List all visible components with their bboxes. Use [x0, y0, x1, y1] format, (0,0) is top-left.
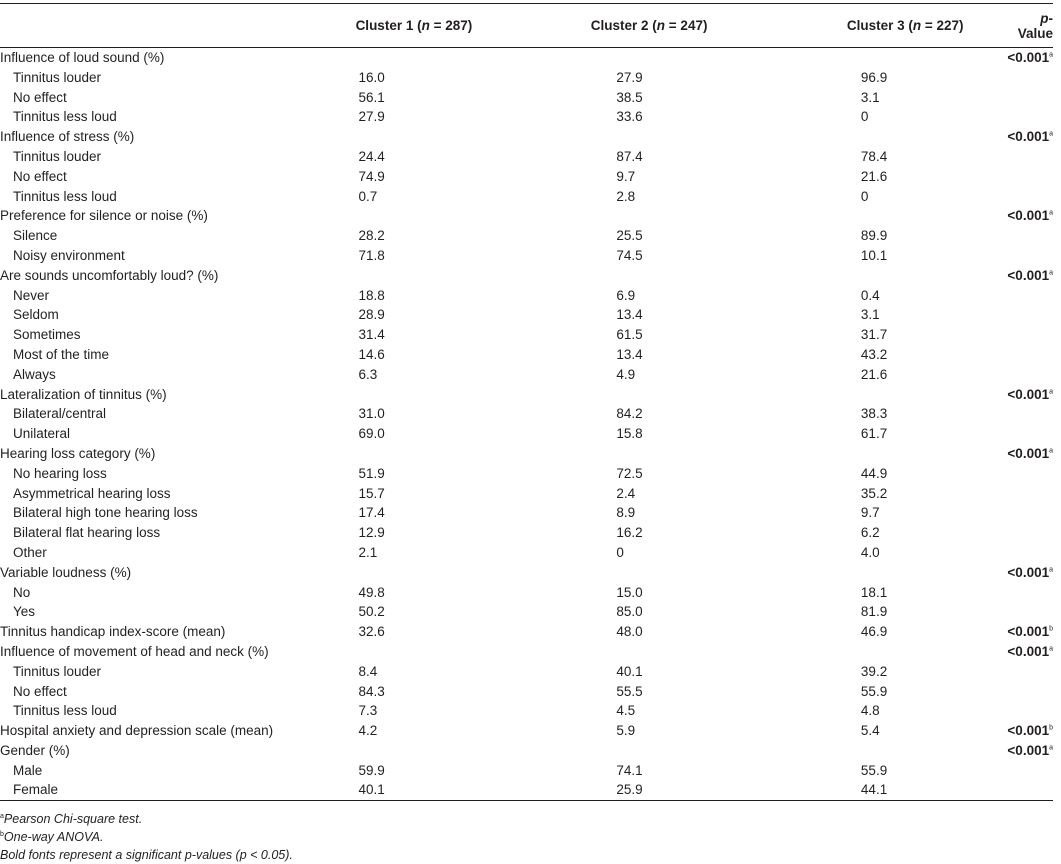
table-row	[0, 721, 1053, 741]
row-sublabel: Asymmetrical hearing loss	[13, 485, 171, 501]
p-value-cell	[1007, 385, 1053, 405]
row-sublabel: No	[13, 584, 31, 600]
header-variable	[0, 4, 333, 48]
row-sublabel: Tinnitus less loud	[13, 703, 117, 719]
p-value-cell	[1007, 741, 1053, 761]
cluster-2-value	[495, 266, 803, 286]
p-value-cell	[1007, 484, 1053, 504]
cluster-1-value: 50.2	[358, 604, 385, 620]
cluster-1-value	[333, 206, 496, 226]
cluster-2-value	[495, 48, 803, 68]
cluster-1-value: 28.2	[358, 228, 385, 244]
row-sublabel: Silence	[13, 228, 58, 244]
cluster-1-value: 6.3	[358, 366, 378, 382]
table-row	[0, 503, 1053, 523]
cluster-3-value: 10.1	[860, 247, 888, 263]
p-value-cell	[1007, 88, 1053, 108]
cluster-1-value: 59.9	[358, 762, 385, 778]
row-sublabel: Other	[13, 544, 47, 560]
cluster-3-value: 39.2	[860, 663, 888, 679]
p-value-cell	[1007, 424, 1053, 444]
table-row	[0, 464, 1053, 484]
cluster-2-value: 25.9	[495, 780, 803, 800]
p-value-cell	[1007, 286, 1053, 306]
table-row	[0, 365, 1053, 385]
table-row	[0, 246, 1053, 266]
cluster-1-value: 15.7	[358, 485, 385, 501]
cluster-1-value: 40.1	[333, 780, 496, 800]
table-row	[0, 127, 1053, 147]
p-value-cell	[1007, 761, 1053, 781]
cluster-3-value	[803, 48, 1008, 68]
cluster-3-value	[803, 563, 1008, 583]
cluster-1-value	[333, 127, 496, 147]
cluster-2-value: 33.6	[616, 109, 643, 125]
cluster-2-value: 38.5	[616, 89, 643, 105]
cluster-2-value: 0	[616, 544, 624, 560]
p-value-cell	[1007, 365, 1053, 385]
cluster-1-value: 7.3	[358, 703, 378, 719]
cluster-2-value: 72.5	[616, 465, 643, 481]
cluster-3-value: 0.4	[860, 287, 880, 303]
p-value-footnote-marker: a	[1049, 744, 1053, 752]
cluster-2-value: 4.9	[616, 366, 636, 382]
table-row	[0, 325, 1053, 345]
table-row	[0, 345, 1053, 365]
table-row	[0, 88, 1053, 108]
cluster-1-value: 31.0	[358, 406, 385, 422]
cluster-3-value: 61.7	[860, 426, 888, 442]
cluster-3-value: 89.9	[860, 228, 888, 244]
p-value: <0.001	[1007, 643, 1050, 659]
table-footnotes	[0, 810, 293, 864]
cluster-2-value: 84.2	[616, 406, 643, 422]
cluster-3-value	[803, 266, 1008, 286]
table-row	[0, 622, 1053, 642]
table-row	[0, 48, 1053, 68]
table-row	[0, 780, 1053, 800]
row-sublabel: Always	[13, 366, 56, 382]
row-sublabel: Tinnitus less loud	[13, 188, 117, 204]
table-row	[0, 662, 1053, 682]
header-cluster-1: Cluster 1 (n = 287)	[333, 4, 496, 48]
cluster-2-value: 74.5	[616, 247, 643, 263]
row-label: Gender (%)	[0, 742, 70, 758]
cluster-1-value: 69.0	[358, 426, 385, 442]
p-value: <0.001	[1007, 445, 1050, 461]
cluster-1-value: 12.9	[358, 525, 385, 541]
cluster-3-value: 31.7	[860, 327, 888, 343]
row-sublabel: Never	[13, 287, 50, 303]
cluster-1-value: 14.6	[358, 346, 385, 362]
row-sublabel: Bilateral flat hearing loss	[13, 525, 161, 541]
cluster-2-value: 9.7	[616, 168, 636, 184]
cluster-1-value: 16.0	[358, 69, 385, 85]
cluster-1-value: 17.4	[358, 505, 385, 521]
cluster-3-value: 96.9	[860, 69, 888, 85]
cluster-3-value: 44.1	[803, 780, 1008, 800]
table-row	[0, 266, 1053, 286]
p-value-footnote-marker: a	[1049, 51, 1053, 59]
row-sublabel: Yes	[13, 604, 36, 620]
row-sublabel: Most of the time	[13, 346, 110, 362]
p-value-cell	[1007, 147, 1053, 167]
p-value-footnote-marker: b	[1049, 625, 1053, 633]
p-value-cell	[1007, 583, 1053, 603]
cluster-2-value	[495, 385, 803, 405]
p-value-cell	[1007, 325, 1053, 345]
table-row	[0, 206, 1053, 226]
table-row	[0, 602, 1053, 622]
cluster-3-value: 3.1	[860, 89, 880, 105]
cluster-3-value: 78.4	[860, 148, 888, 164]
cluster-2-value: 15.8	[616, 426, 643, 442]
cluster-1-value: 24.4	[358, 148, 385, 164]
cluster-3-value: 35.2	[860, 485, 888, 501]
p-value-cell	[1007, 543, 1053, 563]
row-label: Influence of movement of head and neck (%)	[0, 643, 269, 659]
cluster-1-value	[333, 48, 496, 68]
row-label: Tinnitus handicap index-score (mean)	[0, 624, 226, 640]
table-row	[0, 187, 1053, 207]
header-cluster-3: Cluster 3 (n = 227)	[803, 4, 1008, 48]
p-value-cell	[1007, 563, 1053, 583]
p-value: <0.001	[1007, 624, 1050, 640]
cluster-1-value: 28.9	[358, 307, 385, 323]
cluster-1-value: 84.3	[358, 683, 385, 699]
p-value-footnote-marker: a	[1049, 269, 1053, 277]
p-value-cell	[1007, 721, 1053, 741]
p-value: <0.001	[1007, 208, 1050, 224]
header-cluster-2: Cluster 2 (n = 247)	[495, 4, 803, 48]
footnote-a: $^a$Pearson Chi-square test.	[0, 812, 143, 826]
table-row	[0, 68, 1053, 88]
cluster-1-value: 56.1	[358, 89, 385, 105]
p-value: <0.001	[1007, 723, 1050, 739]
cluster-3-value: 5.4	[860, 723, 880, 739]
p-value-footnote-marker: a	[1049, 645, 1053, 653]
results-table	[0, 3, 1053, 801]
cluster-3-value: 9.7	[860, 505, 880, 521]
row-sublabel: No hearing loss	[13, 465, 107, 481]
cluster-3-value: 6.2	[860, 525, 880, 541]
row-sublabel: No effect	[13, 168, 67, 184]
p-value: <0.001	[1007, 50, 1050, 65]
p-value-cell	[1007, 404, 1053, 424]
cluster-3-value: 3.1	[860, 307, 880, 323]
row-label: Lateralization of tinnitus (%)	[0, 386, 167, 402]
cluster-3-value	[803, 385, 1008, 405]
cluster-3-value	[803, 642, 1008, 662]
cluster-3-value	[803, 444, 1008, 464]
p-value-cell	[1007, 682, 1053, 702]
cluster-1-value: 51.9	[358, 465, 385, 481]
cluster-1-value: 32.6	[358, 624, 385, 640]
table-row	[0, 167, 1053, 187]
cluster-2-value	[495, 741, 803, 761]
p-value-cell	[1007, 167, 1053, 187]
table-row	[0, 484, 1053, 504]
p-value-cell	[1007, 464, 1053, 484]
cluster-3-value: 0	[860, 188, 869, 204]
table-row	[0, 404, 1053, 424]
p-value-cell	[1007, 523, 1053, 543]
p-value: <0.001	[1007, 564, 1050, 580]
p-value-cell	[1007, 662, 1053, 682]
p-value-cell	[1007, 246, 1053, 266]
row-sublabel: Bilateral/central	[13, 406, 107, 422]
row-sublabel: Noisy environment	[13, 247, 125, 263]
row-sublabel: Bilateral high tone hearing loss	[13, 505, 198, 521]
row-label: Hearing loss category (%)	[0, 445, 156, 461]
cluster-3-value	[803, 127, 1008, 147]
cluster-3-value: 4.8	[860, 703, 880, 719]
cluster-3-value: 38.3	[860, 406, 888, 422]
footnote-b: $^b$One-way ANOVA.	[0, 830, 104, 844]
header-p-value: p-Value	[1007, 4, 1053, 48]
cluster-2-value: 2.4	[616, 485, 636, 501]
row-sublabel: Male	[13, 762, 43, 778]
table-row	[0, 305, 1053, 325]
row-sublabel: Unilateral	[13, 426, 71, 442]
cluster-1-value: 74.9	[358, 168, 385, 184]
cluster-1-value	[333, 444, 496, 464]
cluster-2-value: 5.9	[616, 723, 636, 739]
p-value-cell	[1007, 503, 1053, 523]
row-sublabel: Seldom	[13, 307, 59, 323]
table-row	[0, 642, 1053, 662]
cluster-2-value: 61.5	[616, 327, 643, 343]
cluster-2-value: 74.1	[616, 762, 643, 778]
table-row	[0, 701, 1053, 721]
cluster-1-value: 49.8	[358, 584, 385, 600]
table-row	[0, 741, 1053, 761]
cluster-2-value: 8.9	[616, 505, 636, 521]
cluster-2-value: 15.0	[616, 584, 643, 600]
row-sublabel: Tinnitus louder	[13, 69, 102, 85]
cluster-2-value: 87.4	[616, 148, 643, 164]
table-header	[0, 4, 1053, 48]
p-value: <0.001	[1007, 742, 1050, 758]
header-row	[0, 4, 1053, 48]
table-row	[0, 147, 1053, 167]
p-value-cell	[1007, 266, 1053, 286]
row-sublabel: Sometimes	[13, 327, 81, 343]
row-sublabel: No effect	[13, 683, 67, 699]
cluster-1-value: 8.4	[358, 663, 378, 679]
row-label: Are sounds uncomfortably loud? (%)	[0, 267, 219, 283]
table-row	[0, 107, 1053, 127]
cluster-2-value	[495, 563, 803, 583]
cluster-3-value: 43.2	[860, 346, 888, 362]
cluster-2-value: 48.0	[616, 624, 643, 640]
p-value-cell	[1007, 48, 1053, 68]
table-row	[0, 226, 1053, 246]
row-label: Preference for silence or noise (%)	[0, 208, 208, 224]
cluster-3-value: 44.9	[860, 465, 888, 481]
cluster-2-value: 55.5	[616, 683, 643, 699]
table-row	[0, 583, 1053, 603]
cluster-3-value: 4.0	[860, 544, 880, 560]
table-row	[0, 286, 1053, 306]
cluster-3-value: 55.9	[860, 683, 888, 699]
cluster-2-value: 6.9	[616, 287, 636, 303]
p-value-cell	[1007, 444, 1053, 464]
row-label: Hospital anxiety and depression scale (mean)	[0, 723, 274, 739]
p-value-cell	[1007, 602, 1053, 622]
cluster-2-value: 40.1	[616, 663, 643, 679]
cluster-2-value: 16.2	[616, 525, 643, 541]
cluster-2-value: 25.5	[616, 228, 643, 244]
cluster-1-value: 2.1	[358, 544, 378, 560]
cluster-2-value: 13.4	[616, 307, 643, 323]
cluster-3-value	[803, 741, 1008, 761]
row-sublabel: Female	[0, 780, 333, 800]
cluster-1-value: 31.4	[358, 327, 385, 343]
cluster-3-value: 21.6	[860, 366, 888, 382]
table-row	[0, 543, 1053, 563]
cluster-1-value: 0.7	[358, 188, 378, 204]
p-value: <0.001	[1007, 129, 1050, 145]
p-value-footnote-marker: a	[1049, 209, 1053, 217]
cluster-1-value	[333, 266, 496, 286]
table-row	[0, 761, 1053, 781]
p-value-footnote-marker: a	[1049, 566, 1053, 574]
cluster-2-value: 2.8	[616, 188, 636, 204]
cluster-3-value: 81.9	[860, 604, 888, 620]
cluster-1-value: 27.9	[358, 109, 385, 125]
row-label: Influence of stress (%)	[0, 129, 135, 145]
table-row	[0, 523, 1053, 543]
table-row	[0, 424, 1053, 444]
p-value-footnote-marker: a	[1049, 388, 1053, 396]
table-body	[0, 48, 1053, 801]
cluster-3-value: 55.9	[860, 762, 888, 778]
cluster-2-value: 27.9	[616, 69, 643, 85]
p-value-cell	[1007, 642, 1053, 662]
p-value-cell	[1007, 345, 1053, 365]
p-value-footnote-marker: a	[1049, 447, 1053, 455]
p-value-footnote-marker: b	[1049, 724, 1053, 732]
cluster-3-value: 46.9	[860, 624, 888, 640]
row-label: Variable loudness (%)	[0, 564, 132, 580]
p-value-cell	[1007, 305, 1053, 325]
cluster-1-value	[333, 741, 496, 761]
row-sublabel: Tinnitus louder	[13, 148, 102, 164]
table-row	[0, 444, 1053, 464]
p-value: <0.001	[1007, 267, 1050, 283]
cluster-1-value	[333, 385, 496, 405]
p-value-cell	[1007, 226, 1053, 246]
footnote-bold: Bold fonts represent a significant p-values (p < 0.05).	[0, 848, 293, 862]
p-value-cell	[1007, 187, 1053, 207]
row-label: Influence of loud sound (%)	[0, 50, 165, 65]
p-value-cell	[1007, 701, 1053, 721]
cluster-1-value: 71.8	[358, 247, 385, 263]
p-value-cell	[1007, 68, 1053, 88]
p-value-cell	[1007, 780, 1053, 800]
table-row	[0, 385, 1053, 405]
p-value-cell	[1007, 206, 1053, 226]
cluster-1-value	[333, 563, 496, 583]
row-sublabel: Tinnitus less loud	[13, 109, 117, 125]
cluster-2-value	[495, 642, 803, 662]
cluster-1-value: 18.8	[358, 287, 385, 303]
cluster-2-value: 85.0	[616, 604, 643, 620]
cluster-3-value	[803, 206, 1008, 226]
cluster-3-value: 21.6	[860, 168, 888, 184]
cluster-2-value: 13.4	[616, 346, 643, 362]
table-row	[0, 563, 1053, 583]
row-sublabel: No effect	[13, 89, 67, 105]
cluster-2-value	[495, 444, 803, 464]
cluster-2-value	[495, 127, 803, 147]
p-value-footnote-marker: a	[1049, 130, 1053, 138]
cluster-3-value: 18.1	[860, 584, 888, 600]
p-value-cell	[1007, 107, 1053, 127]
table-row	[0, 682, 1053, 702]
p-value-cell	[1007, 622, 1053, 642]
cluster-2-value	[495, 206, 803, 226]
cluster-2-value: 4.5	[616, 703, 636, 719]
p-value: <0.001	[1007, 386, 1050, 402]
p-value-cell	[1007, 127, 1053, 147]
row-sublabel: Tinnitus louder	[13, 663, 102, 679]
cluster-1-value	[333, 642, 496, 662]
cluster-1-value: 4.2	[358, 723, 378, 739]
cluster-3-value: 0	[860, 109, 869, 125]
